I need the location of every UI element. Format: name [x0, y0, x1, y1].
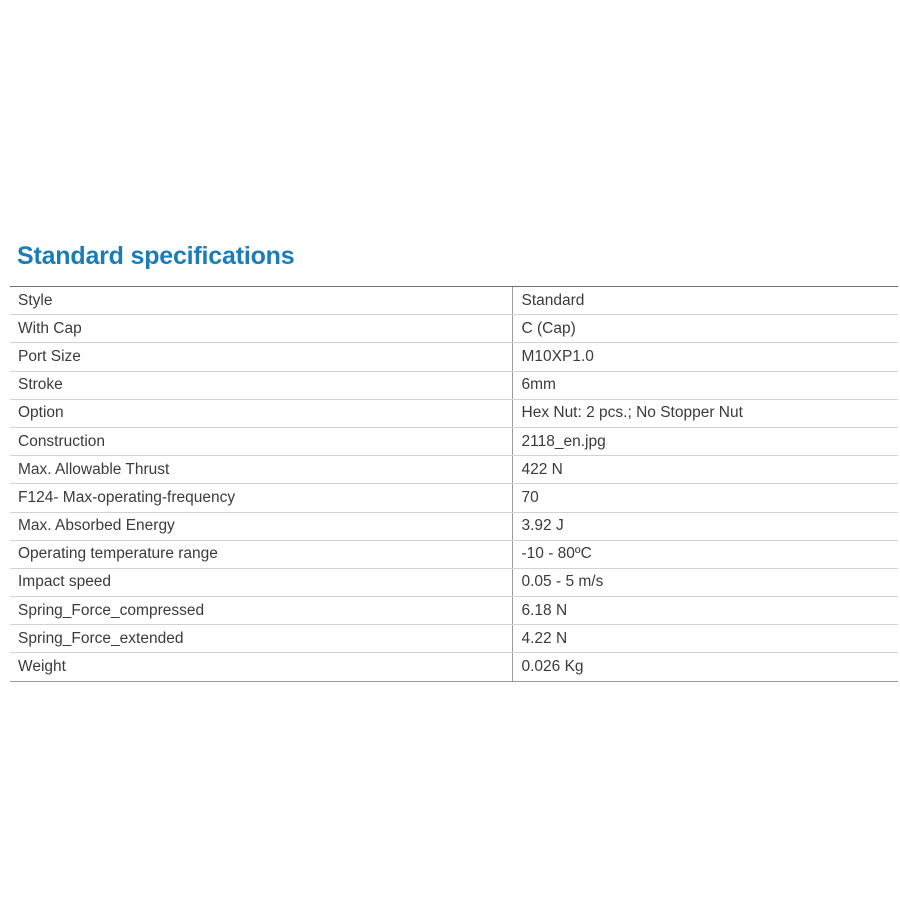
- spec-label-cell: Construction: [10, 427, 512, 455]
- spec-value-cell: 6.18 N: [512, 597, 898, 625]
- spec-label-cell: Style: [10, 287, 512, 315]
- table-row: [10, 540, 898, 568]
- table-row: [10, 371, 898, 399]
- spec-label-cell: Max. Absorbed Energy: [10, 512, 512, 540]
- spec-value-cell: Standard: [512, 287, 898, 315]
- table-row: [10, 427, 898, 455]
- spec-value-cell: 2118_en.jpg: [512, 427, 898, 455]
- spec-label-cell: Spring_Force_compressed: [10, 597, 512, 625]
- spec-label-cell: Option: [10, 399, 512, 427]
- spec-value-cell: Hex Nut: 2 pcs.; No Stopper Nut: [512, 399, 898, 427]
- table-row: [10, 597, 898, 625]
- spec-value-cell: 70: [512, 484, 898, 512]
- page-title: Standard specifications: [17, 242, 295, 270]
- spec-label-cell: Weight: [10, 653, 512, 681]
- spec-value-cell: 3.92 J: [512, 512, 898, 540]
- specifications-table-body: [10, 287, 898, 682]
- table-row: [10, 315, 898, 343]
- table-row: [10, 484, 898, 512]
- table-row: [10, 343, 898, 371]
- spec-value-cell: 6mm: [512, 371, 898, 399]
- spec-label-cell: With Cap: [10, 315, 512, 343]
- spec-value-cell: M10XP1.0: [512, 343, 898, 371]
- table-row: [10, 287, 898, 315]
- table-row: [10, 399, 898, 427]
- table-row: [10, 625, 898, 653]
- table-row: [10, 568, 898, 596]
- spec-value-cell: 0.026 Kg: [512, 653, 898, 681]
- spec-value-cell: C (Cap): [512, 315, 898, 343]
- table-row: [10, 512, 898, 540]
- spec-label-cell: Port Size: [10, 343, 512, 371]
- spec-label-cell: Stroke: [10, 371, 512, 399]
- spec-label-cell: Impact speed: [10, 568, 512, 596]
- table-row: [10, 653, 898, 681]
- specifications-table: [10, 286, 898, 682]
- spec-label-cell: F124- Max-operating-frequency: [10, 484, 512, 512]
- spec-value-cell: 0.05 - 5 m/s: [512, 568, 898, 596]
- spec-value-cell: 4.22 N: [512, 625, 898, 653]
- spec-value-cell: 422 N: [512, 456, 898, 484]
- spec-label-cell: Operating temperature range: [10, 540, 512, 568]
- specifications-table-container: [10, 286, 898, 682]
- spec-label-cell: Max. Allowable Thrust: [10, 456, 512, 484]
- spec-label-cell: Spring_Force_extended: [10, 625, 512, 653]
- spec-value-cell: -10 - 80ºC: [512, 540, 898, 568]
- table-row: [10, 456, 898, 484]
